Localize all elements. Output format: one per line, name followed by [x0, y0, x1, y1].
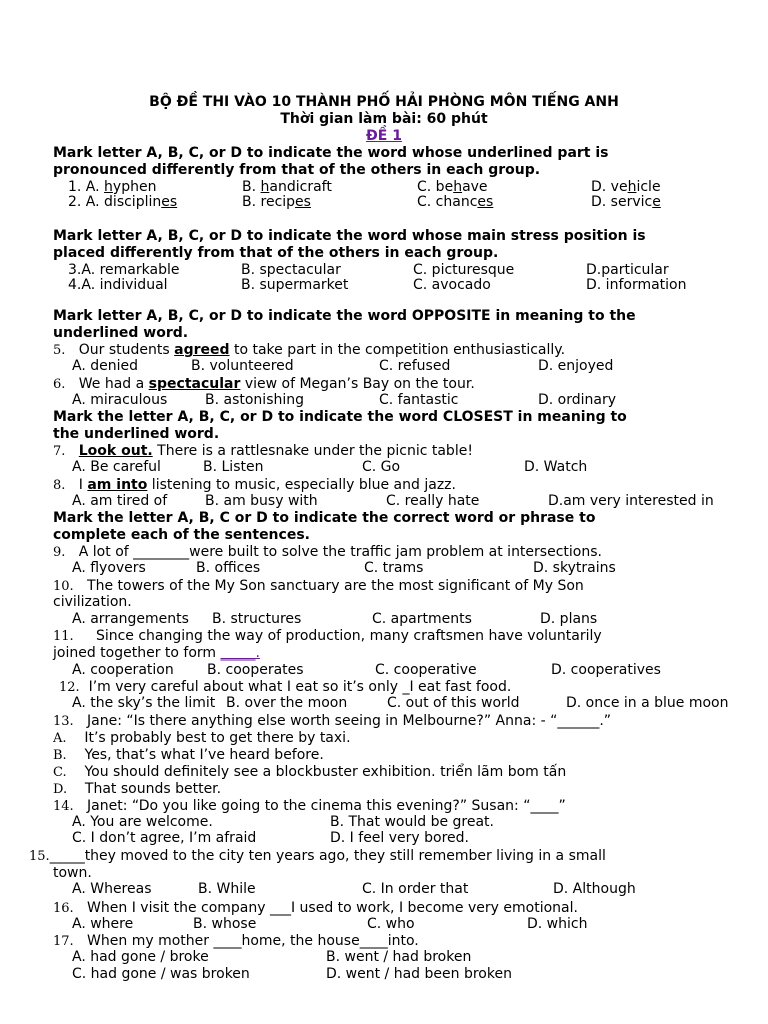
opposite-instruction-line1: Mark letter A, B, C, or D to indicate the word OPPOSITE in meaning to the	[53, 308, 636, 324]
q9-option-d: D. skytrains	[533, 560, 616, 576]
q15-option-d: D. Although	[553, 881, 636, 897]
stress-instruction-line2: placed differently from that of the others in each group.	[53, 245, 499, 261]
q6-option-b: B. astonishing	[205, 392, 305, 408]
q10-option-d: D. plans	[540, 611, 598, 627]
q11-option-d: D. cooperatives	[551, 662, 661, 678]
q7-option-a: A. Be careful	[72, 459, 161, 475]
q15-stem: 15._____they moved to the city ten years ago, they still remember living in a small	[29, 848, 606, 864]
stress-instruction-line1: Mark letter A, B, C, or D to indicate the word whose main stress position is	[53, 228, 646, 244]
q4-option-d: D. information	[586, 277, 687, 293]
q14-option-b: B. That would be great.	[330, 814, 494, 830]
q17-option-d: D. went / had been broken	[326, 966, 512, 982]
q15-option-b: B. While	[198, 881, 256, 897]
q14-option-d: D. I feel very bored.	[330, 830, 469, 846]
q4-option-b: B. supermarket	[241, 277, 349, 293]
q7-option-c: C. Go	[362, 459, 401, 475]
q9-option-b: B. offices	[196, 560, 261, 576]
q3-option-d: D.particular	[586, 262, 669, 278]
q8-option-c: C. really hate	[386, 493, 480, 509]
q6-option-c: C. fantastic	[379, 392, 459, 408]
q6-option-a: A. miraculous	[72, 392, 168, 408]
closest-instruction-line2: the underlined word.	[53, 426, 220, 442]
q9-option-a: A. flyovers	[72, 560, 146, 576]
q5-option-b: B. volunteered	[191, 358, 294, 374]
q10-option-c: C. apartments	[372, 611, 472, 627]
q13-option-c: C. You should definitely see a blockbuster exhibition. triển lãm bom tấn	[53, 764, 567, 780]
q1-option-c: C. behave	[417, 179, 488, 195]
exam-code-label: ĐỀ 1	[366, 128, 402, 144]
q17-stem: 17. When my mother ____home, the house____into.	[53, 933, 419, 949]
q13-option-a: A. It’s probably best to get there by taxi.	[53, 730, 351, 746]
q14-option-c: C. I don’t agree, I’m afraid	[72, 830, 257, 846]
q3-option-b: B. spectacular	[241, 262, 341, 278]
q2-option-c: C. chances	[417, 194, 494, 210]
q8-option-d: D.am very interested in	[548, 493, 714, 509]
q5-option-c: C. refused	[379, 358, 451, 374]
q9-stem: 9. A lot of ________were built to solve the traffic jam problem at intersections.	[53, 544, 602, 560]
q16-option-c: C. who	[367, 916, 415, 932]
q15-option-c: C. In order that	[362, 881, 469, 897]
q16-option-b: B. whose	[193, 916, 257, 932]
q3-option-a: 3.A. remarkable	[68, 262, 180, 278]
q12-option-b: B. over the moon	[226, 695, 348, 711]
time-limit: Thời gian làm bài: 60 phút	[280, 111, 488, 127]
q8-stem: 8. I am into listening to music, especially blue and jazz.	[53, 477, 456, 493]
q9-option-c: C. trams	[364, 560, 424, 576]
q5-option-d: D. enjoyed	[538, 358, 614, 374]
q1-option-d: D. vehicle	[591, 179, 661, 195]
q7-stem: 7. Look out. There is a rattlesnake under the picnic table!	[53, 443, 473, 459]
q1-option-a: 1. A. hyphen	[68, 179, 157, 195]
q10-stem-line2: civilization.	[53, 594, 132, 610]
q7-option-b: B. Listen	[203, 459, 264, 475]
exam-code	[0, 128, 768, 145]
q17-option-c: C. had gone / was broken	[72, 966, 250, 982]
q2-option-d: D. service	[591, 194, 661, 210]
q16-stem: 16. When I visit the company ___I used to work, I become very emotional.	[53, 900, 578, 916]
q4-option-a: 4.A. individual	[68, 277, 168, 293]
q12-option-c: C. out of this world	[387, 695, 520, 711]
q16-option-d: D. which	[527, 916, 588, 932]
q14-option-a: A. You are welcome.	[72, 814, 213, 830]
pronunciation-instruction-line1: Mark letter A, B, C, or D to indicate the word whose underlined part is	[53, 145, 609, 161]
q10-option-b: B. structures	[212, 611, 302, 627]
q2-option-a: 2. A. disciplines	[68, 194, 178, 210]
q12-option-a: A. the sky’s the limit	[72, 695, 216, 711]
closest-instruction-line1: Mark the letter A, B, C, or D to indicate the word CLOSEST in meaning to	[53, 409, 627, 425]
q14-stem: 14. Janet: “Do you like going to the cinema this evening?” Susan: “____”	[53, 798, 566, 814]
q6-stem: 6. We had a spectacular view of Megan’s Bay on the tour.	[53, 376, 475, 392]
q15-option-a: A. Whereas	[72, 881, 152, 897]
pronunciation-instruction-line2: pronounced differently from that of the others in each group.	[53, 162, 541, 178]
q12-option-d: D. once in a blue moon	[566, 695, 729, 711]
q10-stem: 10. The towers of the My Son sanctuary are the most significant of My Son	[53, 578, 584, 594]
q8-option-b: B. am busy with	[205, 493, 318, 509]
q3-option-c: C. picturesque	[413, 262, 515, 278]
q17-option-b: B. went / had broken	[326, 949, 472, 965]
q10-option-a: A. arrangements	[72, 611, 189, 627]
q17-option-a: A. had gone / broke	[72, 949, 209, 965]
q5-option-a: A. denied	[72, 358, 138, 374]
q7-option-d: D. Watch	[524, 459, 588, 475]
q11-stem: 11. Since changing the way of production, many craftsmen have voluntarily	[53, 628, 602, 644]
q4-option-c: C. avocado	[413, 277, 491, 293]
q16-option-a: A. where	[72, 916, 134, 932]
q1-option-b: B. handicraft	[242, 179, 332, 195]
q13-stem: 13. Jane: “Is there anything else worth seeing in Melbourne?” Anna: - “______.”	[53, 713, 612, 729]
q5-stem: 5. Our students agreed to take part in the competition enthusiastically.	[53, 342, 566, 358]
q2-option-b: B. recipes	[242, 194, 311, 210]
q8-option-a: A. am tired of	[72, 493, 168, 509]
q6-option-d: D. ordinary	[538, 392, 617, 408]
q15-stem-line2: town.	[53, 865, 92, 881]
opposite-instruction-line2: underlined word.	[53, 325, 189, 341]
q12-stem: 12. I’m very careful about what I eat so it’s only _I eat fast food.	[59, 679, 512, 695]
q11-option-b: B. cooperates	[207, 662, 304, 678]
q11-stem-line2: joined together to form _____.	[53, 645, 260, 661]
correct-instruction-line2: complete each of the sentences.	[53, 527, 310, 543]
page-title: BỘ ĐỀ THI VÀO 10 THÀNH PHỐ HẢI PHÒNG MÔN TIẾNG ANH	[149, 94, 619, 110]
q11-option-c: C. cooperative	[375, 662, 477, 678]
q13-option-d: D. That sounds better.	[53, 781, 222, 797]
correct-instruction-line1: Mark the letter A, B, C or D to indicate the correct word or phrase to	[53, 510, 596, 526]
q11-option-a: A. cooperation	[72, 662, 174, 678]
q13-option-b: B. Yes, that’s what I’ve heard before.	[53, 747, 324, 763]
